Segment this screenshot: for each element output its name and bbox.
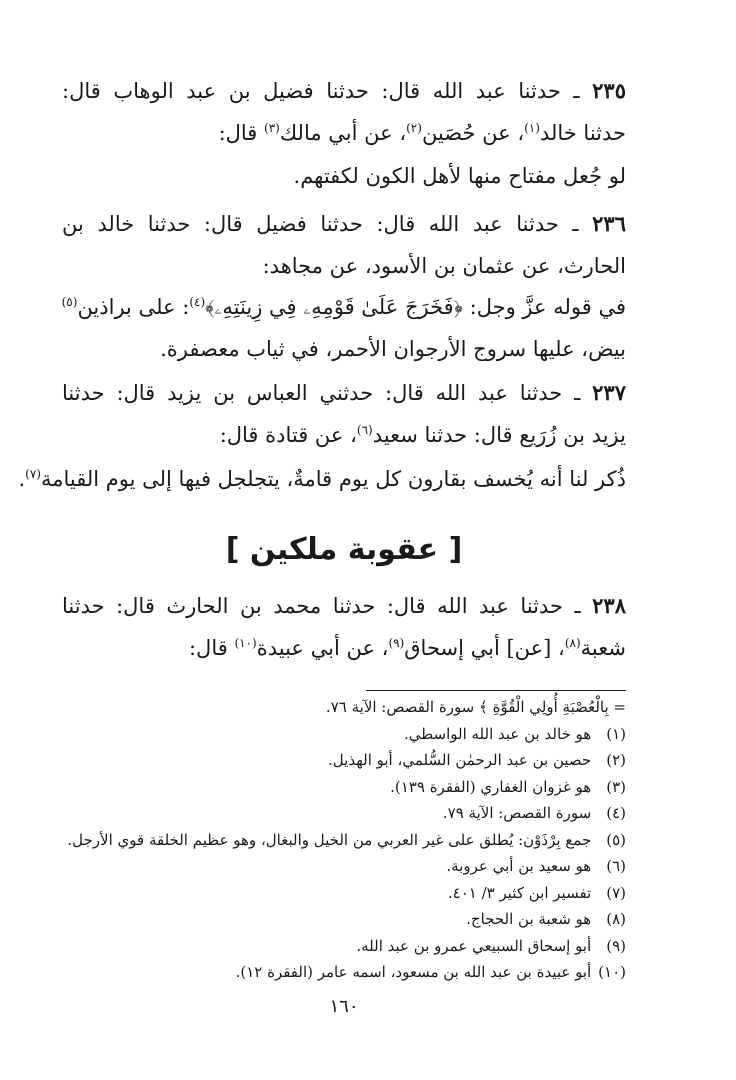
footnote-text: هو شعبة بن الحجاج.	[466, 910, 592, 928]
footnote-number: (٢)	[606, 751, 626, 769]
footnote-number: (٧)	[606, 883, 626, 902]
footnote-text: أبو عبيدة بن عبد الله بن مسعود، اسمه عامر (الفقرة ١٢).	[235, 963, 592, 981]
matn-text: .	[18, 467, 26, 491]
footnote-item	[62, 933, 626, 960]
hadith-237-isnad-line-2	[62, 414, 626, 456]
footnote-number: (٤)	[606, 804, 626, 822]
hadith-238-isnad-line-2	[62, 627, 626, 669]
isnad-text: حدثنا خالد	[539, 121, 626, 145]
matn-text: ذُكر لنا أنه يُخسف بقارون كل يوم قامةٌ، يتجلجل فيها إلى يوم القيامة	[40, 467, 626, 491]
matn-text: لو جُعل مفتاح منها لأهل الكون لكفتهم.	[293, 164, 626, 188]
isnad-text: ـ حدثنا عبد الله قال: حدثنا محمد بن الحارث قال: حدثنا	[62, 594, 593, 618]
footnote-item	[62, 959, 626, 986]
footnote-number: (١٠)	[598, 963, 626, 981]
hadith-235-matn	[62, 155, 626, 197]
isnad-text: ، [عن] أبي إسحاق	[404, 636, 565, 660]
isnad-text: ـ حدثنا عبد الله قال: حدثنا فضيل بن عبد الوهاب قال:	[62, 79, 593, 103]
footnote-ref[interactable]: (٤)	[189, 295, 206, 309]
hadith-236	[62, 203, 626, 287]
hadith-number: ٢٣٨	[592, 593, 626, 618]
footnote-number: (٦)	[606, 857, 626, 875]
hadith-235	[62, 70, 626, 154]
matn-line	[18, 458, 626, 500]
hadith-237-matn	[18, 458, 626, 500]
isnad-text: يزيد بن زُرَيع قال: حدثنا سعيد	[372, 423, 626, 447]
book-page	[18, 0, 626, 1080]
footnote-text: أبو إسحاق السبيعي عمرو بن عبد الله.	[356, 936, 592, 955]
hadith-238	[62, 585, 626, 669]
footnote-ref[interactable]: (١٠)	[234, 636, 257, 650]
isnad-text: ـ حدثنا عبد الله قال: حدثنا فضيل قال: حدثنا خالد بن	[62, 212, 593, 236]
footnote-item	[62, 721, 626, 748]
footnote-text: هو سعيد بن أبي عروبة.	[446, 857, 592, 875]
footnote-ref[interactable]: (٥)	[61, 295, 78, 309]
hadith-235-isnad-line-2	[62, 112, 626, 154]
footnote-item	[62, 906, 626, 933]
hadith-number: ٢٣٧	[592, 380, 626, 405]
isnad-text: ، عن قتادة قال:	[219, 423, 357, 447]
footnote-item	[62, 827, 626, 854]
isnad-text: شعبة	[580, 636, 626, 660]
footnote-ref[interactable]: (٧)	[25, 467, 41, 481]
footnote-item	[62, 747, 626, 774]
footnote-text: هو خالد بن عبد الله الواسطي.	[403, 724, 592, 743]
hadith-number: ٢٣٥	[592, 78, 626, 103]
footnote-item	[62, 880, 626, 907]
hadith-238-isnad-line-1	[62, 585, 626, 627]
isnad-text: ، عن أبي مالك	[279, 121, 407, 145]
footnote-number: (٥)	[606, 830, 626, 849]
isnad-text: قال:	[218, 121, 265, 145]
matn-line-1	[62, 286, 626, 328]
footnote-separator	[366, 690, 626, 691]
isnad-text: ، عن أبي عبيدة	[256, 636, 389, 660]
matn-text: : على براذين	[77, 295, 190, 319]
hadith-237-isnad-line-1	[62, 372, 626, 414]
footnote-ref[interactable]: (٩)	[388, 636, 405, 650]
footnotes	[62, 694, 626, 986]
footnote-ref[interactable]: (٦)	[356, 423, 373, 437]
footnote-text: سورة القصص: الآية ٧٩.	[442, 804, 592, 822]
footnote-number: (٣)	[606, 777, 626, 796]
footnote-number: (١)	[606, 724, 626, 743]
section-heading: [ عقوبة ملكين ]	[225, 532, 463, 567]
footnote-text: حصين بن عبد الرحمٰن السُّلمي، أبو الهذيل.	[328, 751, 592, 769]
footnote-number: (٨)	[606, 910, 626, 928]
footnote-item	[62, 774, 626, 801]
hadith-237	[62, 372, 626, 456]
hadith-235-isnad-line-1	[62, 70, 626, 112]
isnad-text: ـ حدثنا عبد الله قال: حدثني العباس بن يزيد قال: حدثنا	[62, 381, 593, 405]
matn-line-2: بيض، عليها سروج الأرجوان الأحمر، في ثياب معصفرة.	[160, 337, 626, 361]
hadith-236-matn	[62, 286, 626, 370]
hadith-number: ٢٣٦	[592, 211, 626, 236]
footnote-number: (٩)	[606, 936, 626, 955]
hadith-236-isnad-line-1	[62, 203, 626, 245]
footnote-ref[interactable]: (٣)	[264, 121, 280, 135]
footnote-text: تفسير ابن كثير ٣/ ٤٠١.	[447, 883, 592, 902]
footnote-item	[62, 800, 626, 827]
isnad-text: قال:	[188, 636, 235, 660]
footnote-text: هو غزوان الغفاري (الفقرة ١٣٩).	[390, 777, 592, 796]
matn-text: في قوله عزَّ وجل: ﴿فَخَرَجَ عَلَىٰ قَوْمِهِۦ فِي زِينَتِهِۦ﴾	[205, 295, 626, 319]
footnote-ref[interactable]: (٢)	[406, 121, 422, 135]
footnote-ref[interactable]: (٨)	[564, 636, 581, 650]
footnote-item	[62, 853, 626, 880]
footnote-text: جمع بِرْذَوْن: يُطلق على غير العربي من الخيل والبغال، وهو عظيم الخلقة قوي الأرجل.	[67, 830, 592, 849]
footnote-ref[interactable]: (١)	[524, 121, 540, 135]
hadith-236-isnad-line-2: الحارث، عن عثمان بن الأسود، عن مجاهد:	[262, 254, 626, 278]
footnote-continuation: = بِالْعُصْبَةِ أُولِي الْقُوَّةِ ﴾ سورة القصص: الآية ٧٦.	[325, 698, 626, 716]
isnad-text: ، عن حُصَين	[421, 121, 525, 145]
page-number: ١٦٠	[329, 996, 359, 1017]
